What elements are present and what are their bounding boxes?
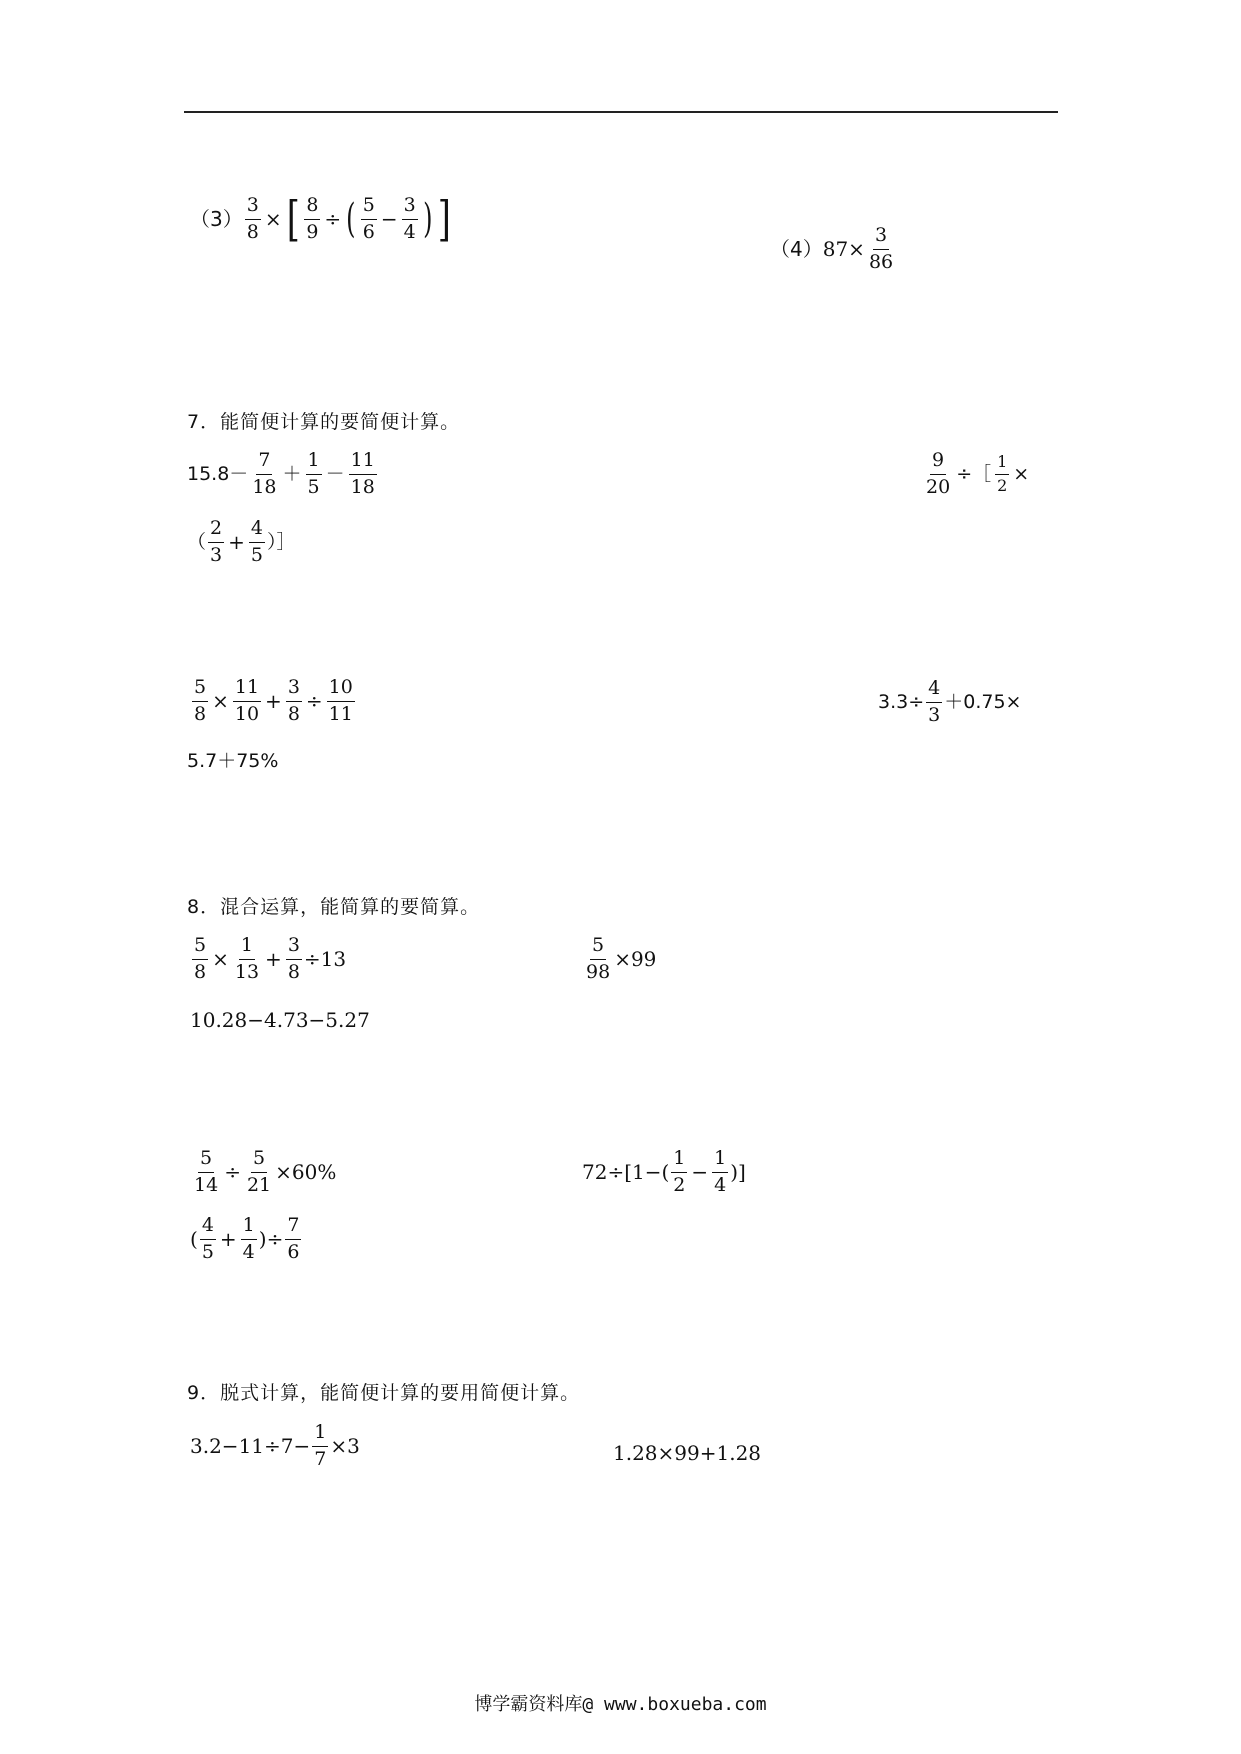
fraction: $\frac{5}{14}$ bbox=[194, 1147, 219, 1196]
fraction: $\frac{1}{13}$ bbox=[234, 934, 260, 983]
expression-tail: )] bbox=[730, 1160, 746, 1185]
q7-expression-4-continued: 5.7＋75% bbox=[187, 750, 279, 772]
plus-sign: + bbox=[228, 530, 245, 555]
times-sign: × bbox=[264, 207, 282, 232]
q9-expression-1 bbox=[190, 1422, 360, 1471]
plus-sign: + bbox=[265, 689, 282, 714]
expression-tail: ×99 bbox=[614, 947, 657, 972]
fraction: $\frac{2}{3}$ bbox=[210, 517, 223, 566]
q7-expression-2 bbox=[922, 450, 1031, 499]
q8-expression-5 bbox=[582, 1148, 746, 1197]
fraction: $\frac{1}{2}$ bbox=[997, 452, 1008, 495]
expression-lead: 3.3÷ bbox=[878, 690, 925, 713]
expression-tail: ×3 bbox=[330, 1434, 360, 1459]
right-bracket: ] bbox=[438, 191, 452, 248]
expression-tail: ×60% bbox=[275, 1160, 337, 1185]
q8-expression-2 bbox=[582, 935, 656, 984]
q7-expression-3 bbox=[190, 677, 357, 726]
times-sign: × bbox=[212, 947, 229, 972]
fraction: $\frac{1}{4}$ bbox=[714, 1147, 727, 1196]
q8-expression-3: 10.28−4.73−5.27 bbox=[190, 1008, 370, 1032]
right-paren-bracket: ）］ bbox=[266, 530, 296, 553]
q8-expression-1 bbox=[190, 935, 346, 984]
problem-4 bbox=[770, 225, 897, 274]
q8-expression-4 bbox=[190, 1148, 336, 1197]
fraction: $\frac{3}{8}$ bbox=[287, 676, 300, 725]
fraction: $\frac{9}{20}$ bbox=[926, 449, 951, 498]
fraction: $\frac{11}{10}$ bbox=[234, 676, 260, 725]
fraction: $\frac{3}{8}$ bbox=[246, 194, 259, 243]
expression-lead: 3.2−11÷7− bbox=[190, 1434, 311, 1459]
question-9-heading: 9．脱式计算，能简便计算的要用简便计算。 bbox=[187, 1382, 581, 1404]
expression-lead: 72÷[1−( bbox=[582, 1160, 670, 1185]
q8-expression-6 bbox=[190, 1215, 303, 1264]
plus-sign: ＋ bbox=[282, 462, 302, 485]
q9-expression-2: 1.28×99+1.28 bbox=[613, 1441, 762, 1465]
divide-open-bracket: ÷［ bbox=[956, 462, 992, 485]
paren-divide: )÷ bbox=[258, 1227, 284, 1252]
fraction: $\frac{4}{3}$ bbox=[928, 677, 941, 726]
left-paren: ( bbox=[190, 1227, 198, 1252]
left-paren: ( bbox=[346, 196, 356, 243]
fraction: $\frac{5}{21}$ bbox=[246, 1147, 272, 1196]
times-sign: × bbox=[212, 689, 229, 714]
right-paren: ) bbox=[422, 196, 433, 243]
fraction: $\frac{1}{2}$ bbox=[673, 1147, 686, 1196]
expression-tail: ＋0.75× bbox=[944, 690, 1022, 713]
left-bracket: [ bbox=[286, 191, 300, 248]
fraction: $\frac{1}{4}$ bbox=[242, 1214, 255, 1263]
fraction: $\frac{7}{18}$ bbox=[252, 449, 277, 498]
fraction: $\frac{4}{5}$ bbox=[250, 517, 263, 566]
divide-sign: ÷ bbox=[324, 207, 342, 232]
fraction: $\frac{3}{4}$ bbox=[403, 194, 416, 243]
divide-sign: ÷ bbox=[224, 1160, 241, 1185]
fraction: $\frac{5}{98}$ bbox=[586, 934, 611, 983]
fraction: $\frac{1}{5}$ bbox=[307, 449, 320, 498]
problem-3-label: （3） bbox=[190, 207, 243, 232]
problem-4-label: （4） bbox=[770, 237, 823, 262]
fraction: $\frac{5}{8}$ bbox=[194, 676, 207, 725]
header-rule bbox=[184, 111, 1058, 113]
fraction: $\frac{11}{18}$ bbox=[350, 449, 375, 498]
fraction: $\frac{10}{11}$ bbox=[328, 676, 353, 725]
fraction: $\frac{5}{8}$ bbox=[194, 934, 207, 983]
q7-expression-2-continued bbox=[187, 518, 295, 567]
times-sign: × bbox=[1013, 462, 1030, 485]
minus-sign: − bbox=[691, 1160, 709, 1185]
footer-watermark: 博学霸资料库@ www.boxueba.com bbox=[474, 1694, 767, 1715]
plus-sign: + bbox=[219, 1227, 237, 1252]
divide-sign: ÷ bbox=[305, 689, 323, 714]
left-paren: （ bbox=[187, 530, 207, 553]
fraction: $\frac{7}{6}$ bbox=[287, 1214, 300, 1263]
q7-expression-4 bbox=[878, 678, 1021, 727]
fraction: $\frac{1}{7}$ bbox=[314, 1421, 327, 1470]
fraction: $\frac{5}{6}$ bbox=[362, 194, 375, 243]
question-7-heading: 7．能简便计算的要简便计算。 bbox=[187, 411, 461, 433]
expression-lead: 87× bbox=[822, 237, 865, 262]
q7-expression-1 bbox=[187, 450, 379, 499]
minus-sign: − bbox=[380, 207, 398, 232]
fraction: $\frac{3}{8}$ bbox=[287, 934, 300, 983]
minus-sign: － bbox=[325, 462, 345, 485]
fraction: $\frac{4}{5}$ bbox=[201, 1214, 214, 1263]
question-8-heading: 8．混合运算，能简算的要简算。 bbox=[187, 896, 481, 918]
expression-tail: ÷13 bbox=[303, 947, 347, 972]
plus-sign: + bbox=[265, 947, 282, 972]
problem-3 bbox=[190, 191, 454, 248]
expression-lead: 15.8－ bbox=[187, 462, 249, 485]
fraction: $\frac{8}{9}$ bbox=[306, 194, 319, 243]
fraction: $\frac{3}{86}$ bbox=[868, 224, 894, 273]
